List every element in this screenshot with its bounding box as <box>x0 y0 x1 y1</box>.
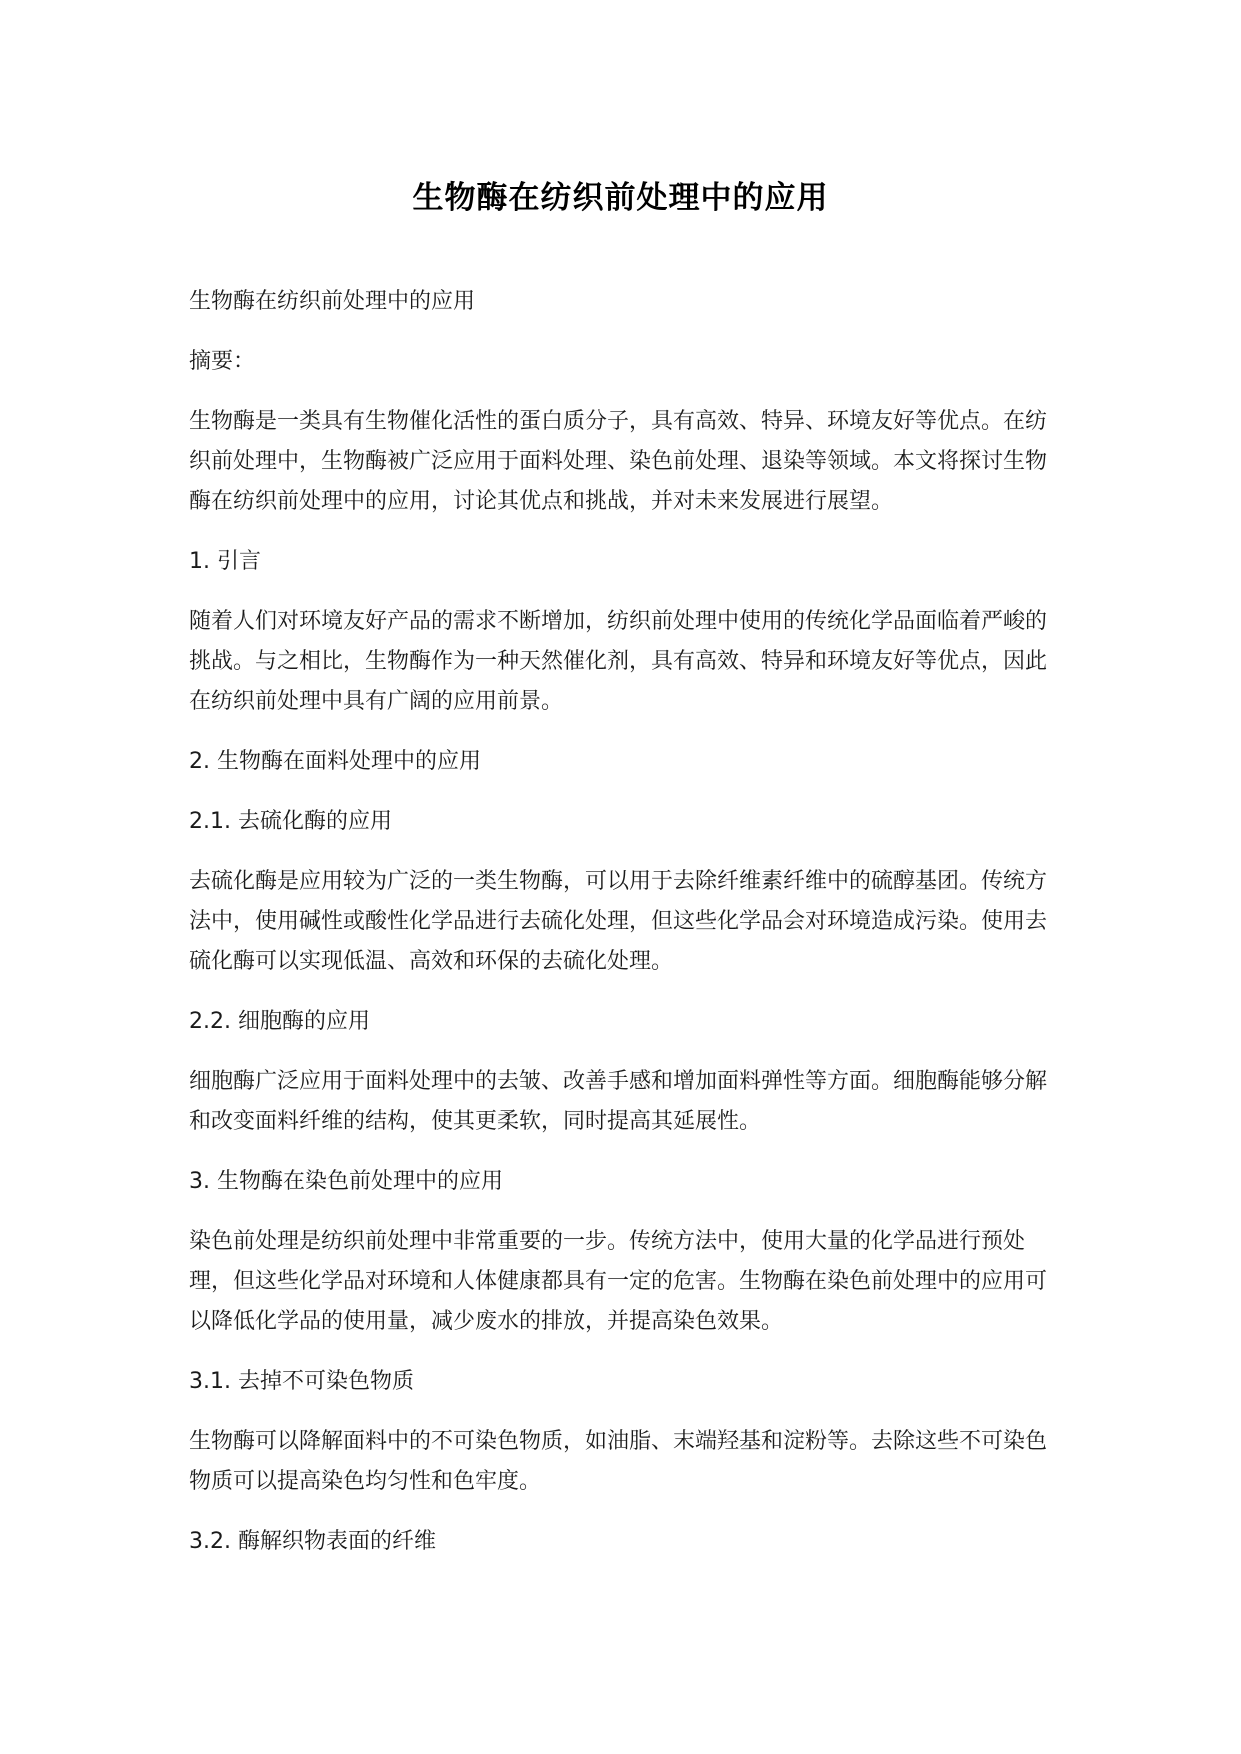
section-heading-2: 2. 生物酶在面料处理中的应用 <box>189 749 481 774</box>
subsection-heading-2-1: 2.1. 去硫化酶的应用 <box>189 809 392 834</box>
subtitle: 生物酶在纺织前处理中的应用 <box>189 289 476 314</box>
subsection-heading-2-2: 2.2. 细胞酶的应用 <box>189 1009 370 1034</box>
subsection-heading-3-1: 3.1. 去掉不可染色物质 <box>189 1369 414 1394</box>
section-heading-1: 1. 引言 <box>189 549 261 574</box>
abstract-label: 摘要： <box>189 349 256 374</box>
abstract-paragraph: 生物酶是一类具有生物催化活性的蛋白质分子，具有高效、特异、环境友好等优点。在纺织前处理中，生物酶被广泛应用于面料处理、染色前处理、退染等领域。本文将探讨生物酶在纺织前处理中的应用，讨论其优点和挑战，并对未来发展进行展望。 <box>189 409 1048 514</box>
section-paragraph-3: 染色前处理是纺织前处理中非常重要的一步。传统方法中，使用大量的化学品进行预处理，但这些化学品对环境和人体健康都具有一定的危害。生物酶在染色前处理中的应用可以降低化学品的使用量，减少废水的排放，并提高染色效果。 <box>189 1229 1048 1334</box>
subsection-heading-3-2: 3.2. 酶解织物表面的纤维 <box>189 1529 436 1554</box>
document-body <box>189 282 1059 1582</box>
document-title: 生物酶在纺织前处理中的应用 <box>412 180 829 216</box>
subsection-paragraph-2-1: 去硫化酶是应用较为广泛的一类生物酶，可以用于去除纤维素纤维中的硫醇基团。传统方法中，使用碱性或酸性化学品进行去硫化处理，但这些化学品会对环境造成污染。使用去硫化酶可以实现低温、高效和环保的去硫化处理。 <box>189 869 1048 974</box>
section-heading-3: 3. 生物酶在染色前处理中的应用 <box>189 1169 503 1194</box>
subsection-paragraph-3-1: 生物酶可以降解面料中的不可染色物质，如油脂、末端羟基和淀粉等。去除这些不可染色物质可以提高染色均匀性和色牢度。 <box>189 1429 1048 1494</box>
subsection-paragraph-2-2: 细胞酶广泛应用于面料处理中的去皱、改善手感和增加面料弹性等方面。细胞酶能够分解和改变面料纤维的结构，使其更柔软，同时提高其延展性。 <box>189 1069 1048 1134</box>
section-paragraph-1: 随着人们对环境友好产品的需求不断增加，纺织前处理中使用的传统化学品面临着严峻的挑战。与之相比，生物酶作为一种天然催化剂，具有高效、特异和环境友好等优点，因此在纺织前处理中具有广阔的应用前景。 <box>189 609 1048 714</box>
